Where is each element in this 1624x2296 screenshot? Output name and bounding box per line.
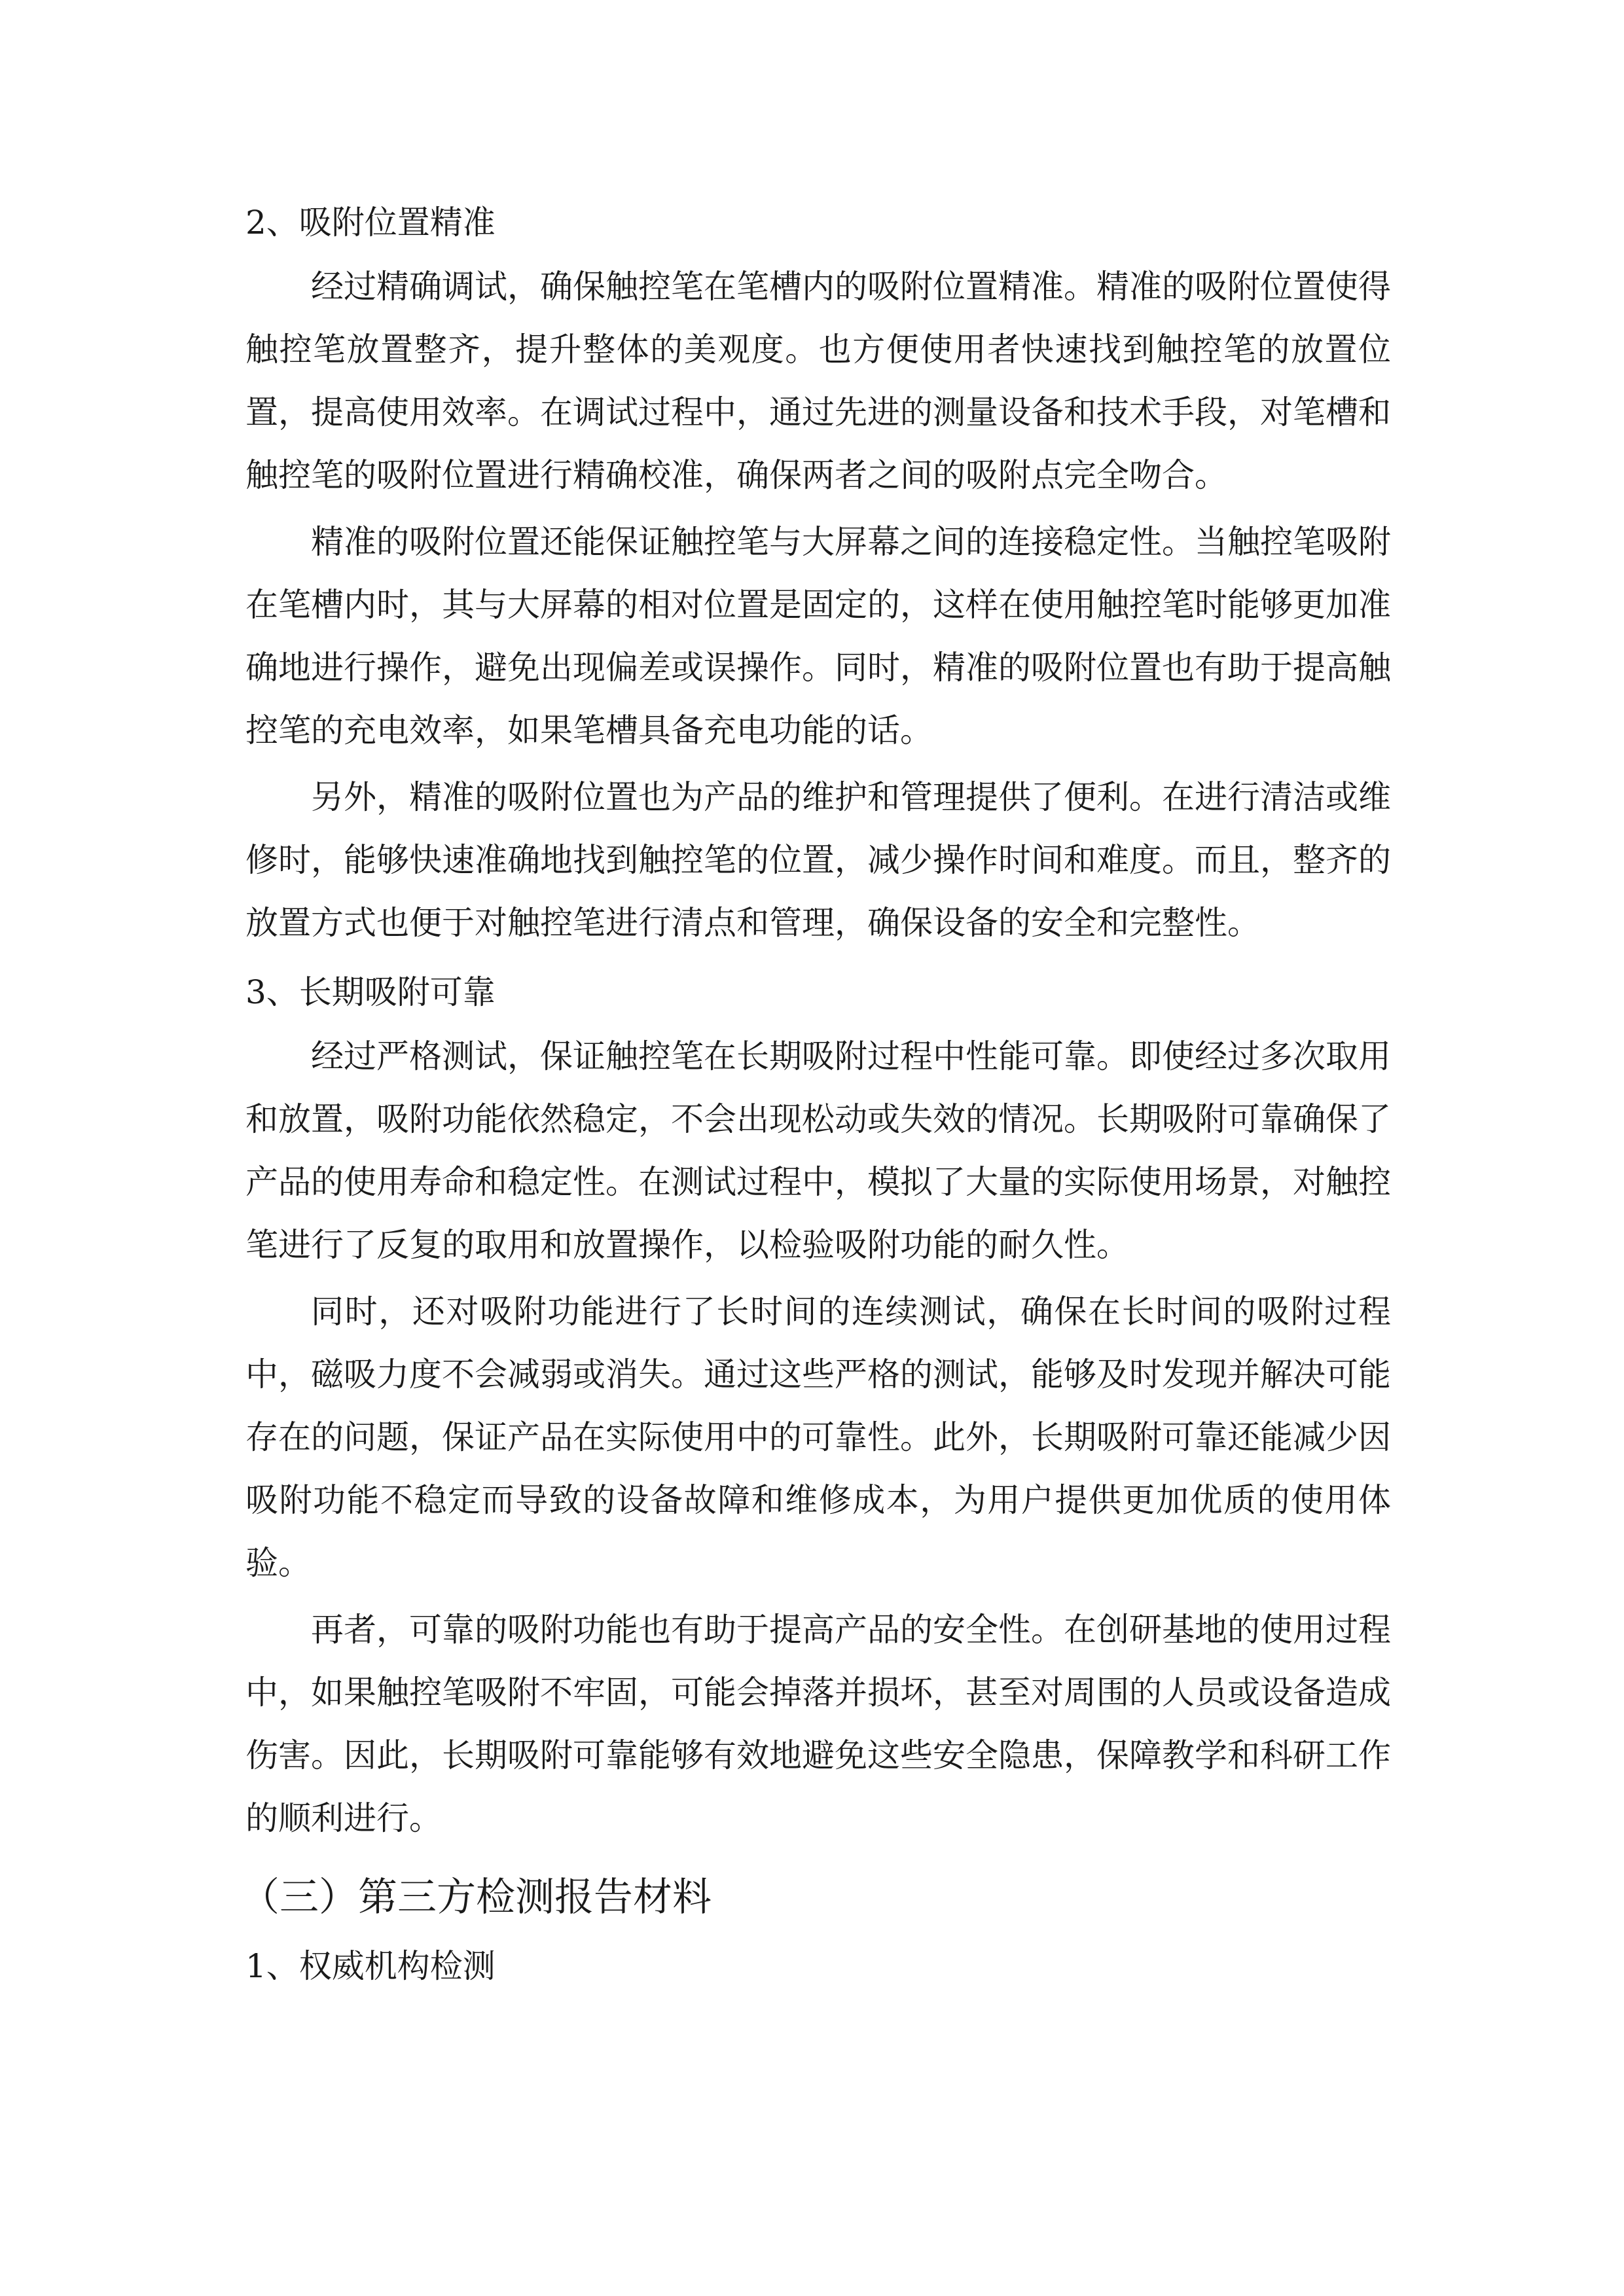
document-page [240, 190, 1391, 1999]
paragraph: 另外，精准的吸附位置也为产品的维护和管理提供了便利。在进行清洁或维修时，能够快速准确地找到触控笔的位置，减少操作时间和难度。而且，整齐的放置方式也便于对触控笔进行清点和管理，确保设备的安全和完整性。 [245, 778, 1391, 942]
subheading-long-term-reliability: 3、长期吸附可靠 [245, 973, 496, 1011]
paragraph: 同时，还对吸附功能进行了长时间的连续测试，确保在长时间的吸附过程中，磁吸力度不会减弱或消失。通过这些严格的测试，能够及时发现并解决可能存在的问题，保证产品在实际使用中的可靠性。此外，长期吸附可靠还能减少因吸附功能不稳定而导致的设备故障和维修成本，为用户提供更加优质的使用体验。 [245, 1293, 1391, 1582]
subheading-adsorption-position: 2、吸附位置精准 [245, 204, 496, 242]
subheading-authority-testing: 1、权威机构检测 [245, 1947, 496, 1985]
paragraph: 再者，可靠的吸附功能也有助于提高产品的安全性。在创研基地的使用过程中，如果触控笔吸附不牢固，可能会掉落并损坏，甚至对周围的人员或设备造成伤害。因此，长期吸附可靠能够有效地避免这些安全隐患，保障教学和科研工作的顺利进行。 [245, 1611, 1391, 1837]
paragraph: 经过严格测试，保证触控笔在长期吸附过程中性能可靠。即使经过多次取用和放置，吸附功能依然稳定，不会出现松动或失效的情况。长期吸附可靠确保了产品的使用寿命和稳定性。在测试过程中，模拟了大量的实际使用场景，对触控笔进行了反复的取用和放置操作，以检验吸附功能的耐久性。 [245, 1037, 1391, 1264]
section-heading-third-party-report: （三）第三方检测报告材料 [240, 1874, 712, 1920]
paragraph: 精准的吸附位置还能保证触控笔与大屏幕之间的连接稳定性。当触控笔吸附在笔槽内时，其与大屏幕的相对位置是固定的，这样在使用触控笔时能够更加准确地进行操作，避免出现偏差或误操作。同时，精准的吸附位置也有助于提高触控笔的充电效率，如果笔槽具备充电功能的话。 [245, 523, 1391, 749]
paragraph: 经过精确调试，确保触控笔在笔槽内的吸附位置精准。精准的吸附位置使得触控笔放置整齐，提升整体的美观度。也方便使用者快速找到触控笔的放置位置，提高使用效率。在调试过程中，通过先进的测量设备和技术手段，对笔槽和触控笔的吸附位置进行精确校准，确保两者之间的吸附点完全吻合。 [245, 268, 1391, 494]
